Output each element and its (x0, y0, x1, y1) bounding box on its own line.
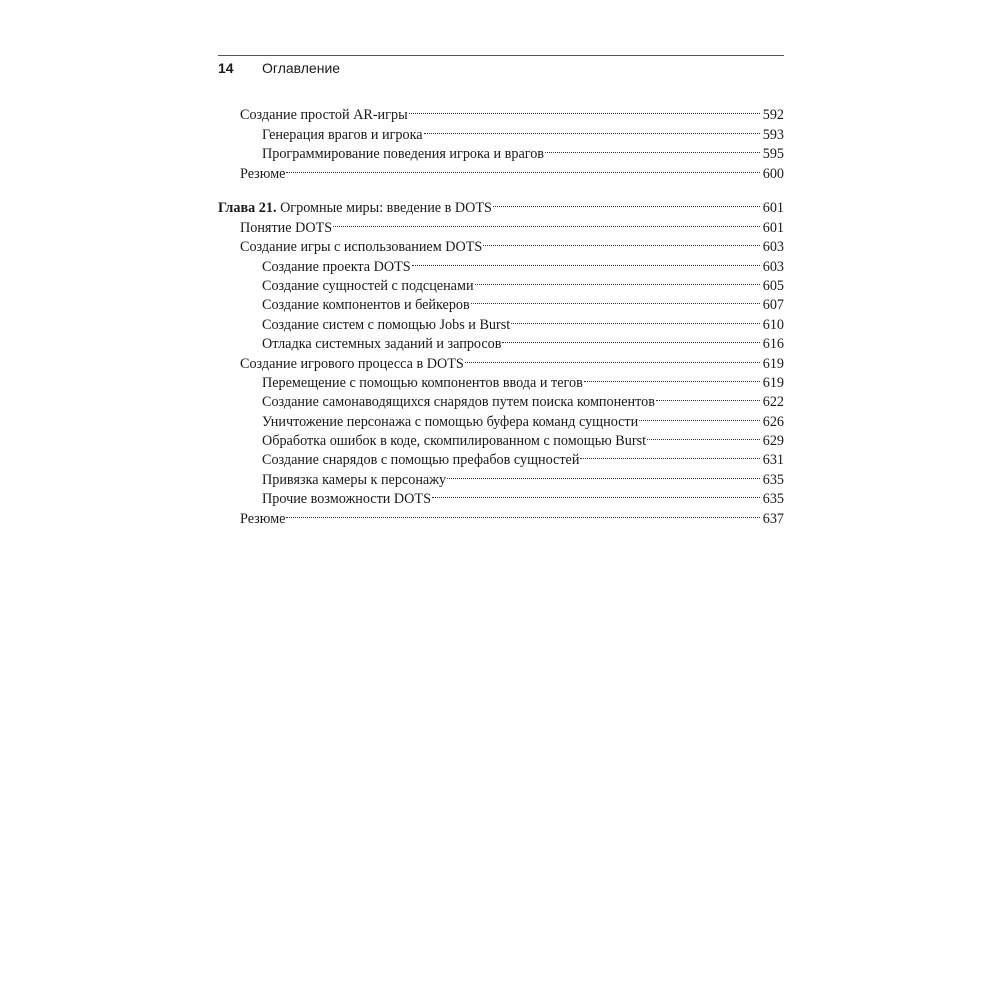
toc-entry-title: Создание игрового процесса в DOTS (240, 355, 464, 372)
toc-entry-title: Понятие DOTS (240, 219, 333, 236)
dot-leader (333, 212, 760, 231)
toc-entry-title: Привязка камеры к персонажу (262, 471, 447, 488)
chapter-prefix: Глава 21. (218, 200, 277, 217)
dot-leader (475, 271, 760, 290)
dot-leader (584, 368, 760, 387)
toc-entry-title: Создание систем с помощью Jobs и Burst (262, 316, 511, 333)
toc-entry-title: Отладка системных заданий и запросов (262, 336, 502, 353)
toc-entry-page: 635 (762, 491, 784, 508)
dot-leader (286, 503, 760, 522)
dot-leader (502, 329, 760, 348)
dot-leader (545, 139, 760, 158)
toc-entry-page: 593 (762, 126, 784, 143)
toc-entry-page: 616 (762, 336, 784, 353)
toc-entry-page: 601 (762, 200, 784, 217)
toc-entry-title: Прочие возможности DOTS (262, 491, 431, 508)
toc-entry-title: Перемещение с помощью компонентов ввода и тегов (262, 374, 583, 391)
toc-entry-page: 610 (762, 316, 784, 333)
toc-entry-title: Обработка ошибок в коде, скомпилированном с помощью Burst (262, 433, 647, 450)
toc-entry-page: 622 (762, 394, 784, 411)
toc-entry-page: 607 (762, 297, 784, 314)
dot-leader (465, 348, 760, 367)
dot-leader (471, 290, 760, 309)
toc-section-continued (218, 100, 784, 182)
dot-leader (447, 464, 760, 483)
toc-entry-page: 603 (762, 258, 784, 275)
dot-leader (580, 445, 760, 464)
toc-entry-page: 592 (762, 107, 784, 124)
dot-leader (412, 251, 760, 270)
toc-entry-page: 601 (762, 219, 784, 236)
toc-entry-page: 619 (762, 374, 784, 391)
toc-entry-page: 603 (762, 239, 784, 256)
dot-leader (424, 119, 760, 138)
toc-chapter-21 (218, 193, 784, 527)
toc-entry-page: 605 (762, 277, 784, 294)
toc-entry-title: Создание снарядов с помощью префабов сущностей (262, 452, 580, 469)
toc-entry-page: 619 (762, 355, 784, 372)
toc-entry-page: 631 (762, 452, 784, 469)
page-number: 14 (218, 60, 234, 76)
chapter-title: Огромные миры: введение в DOTS (280, 200, 492, 217)
toc-entry-title: Резюме (240, 510, 286, 527)
toc-entry-title: Создание самонаводящихся снарядов путем поиска компонентов (262, 394, 655, 411)
toc-entry-page: 600 (762, 165, 784, 182)
running-title: Оглавление (262, 60, 341, 76)
toc-chapter-entry[interactable] (218, 193, 784, 217)
toc-entry-page: 635 (762, 471, 784, 488)
toc-entry[interactable] (218, 158, 784, 182)
toc-entry-page: 626 (762, 413, 784, 430)
toc-entry-title: Создание проекта DOTS (262, 258, 411, 275)
toc-entry-title: Уничтожение персонажа с помощью буфера команд сущности (262, 413, 639, 430)
toc-entry[interactable] (218, 503, 784, 527)
toc-entry-title: Программирование поведения игрока и врагов (262, 146, 545, 163)
toc-entry-title: Резюме (240, 165, 286, 182)
toc-entry-page: 629 (762, 433, 784, 450)
toc-entry-title: Создание сущностей с подсценами (262, 277, 474, 294)
dot-leader (432, 484, 760, 503)
toc-entry-title: Создание игры с использованием DOTS (240, 239, 483, 256)
toc-entry[interactable] (218, 100, 784, 124)
page-header (218, 55, 784, 76)
dot-leader (409, 100, 760, 119)
dot-leader (647, 426, 760, 445)
toc-entry-page: 637 (762, 510, 784, 527)
toc-entry-title: Создание компонентов и бейкеров (262, 297, 470, 314)
dot-leader (511, 309, 760, 328)
dot-leader (286, 158, 760, 177)
dot-leader (483, 232, 760, 251)
dot-leader (656, 387, 760, 406)
toc-entry-title: Создание простой AR-игры (240, 107, 408, 124)
toc-entry-page: 595 (762, 146, 784, 163)
dot-leader (493, 193, 760, 212)
toc-entry-title: Генерация врагов и игрока (262, 126, 423, 143)
dot-leader (639, 406, 760, 425)
